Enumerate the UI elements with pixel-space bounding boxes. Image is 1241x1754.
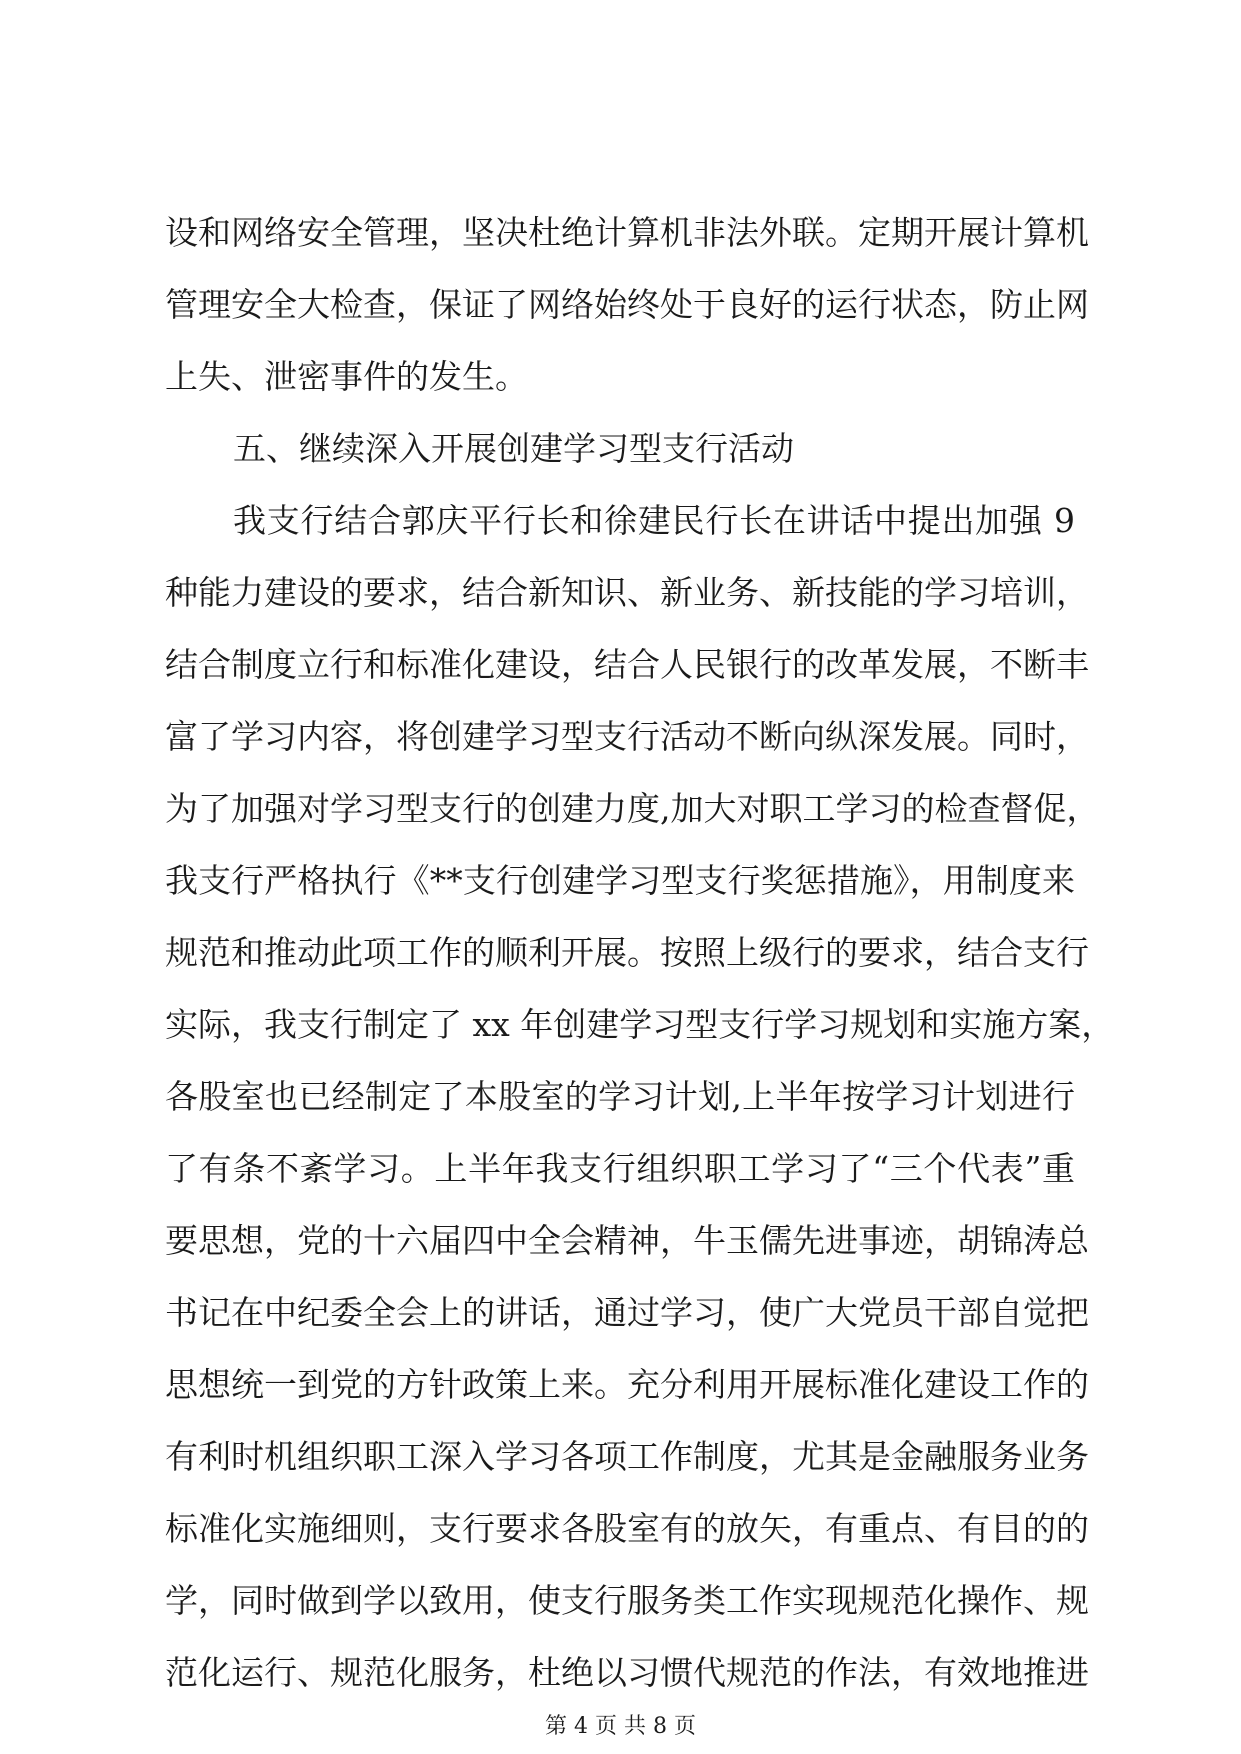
body-line-9: 为了加强对学习型支行的创建力度,加大对职工学习的检查督促， — [165, 789, 1100, 828]
body-line-21: 范化运行、规范化服务，杜绝以习惯代规范的作法，有效地推进 — [165, 1653, 1089, 1692]
section-heading: 五、继续深入开展创建学习型支行活动 — [233, 429, 794, 468]
body-line-16: 书记在中纪委全会上的讲话，通过学习，使广大党员干部自觉把 — [165, 1293, 1089, 1332]
body-line-1: 设和网络安全管理，坚决杜绝计算机非法外联。定期开展计算机 — [165, 213, 1089, 252]
body-line-2: 管理安全大检查，保证了网络始终处于良好的运行状态，防止网 — [165, 285, 1089, 324]
body-line-17: 思想统一到党的方针政策上来。充分利用开展标准化建设工作的 — [165, 1365, 1089, 1404]
body-line-5: 我支行结合郭庆平行长和徐建民行长在讲话中提出加强 9 — [233, 501, 1075, 540]
body-line-3: 上失、泄密事件的发生。 — [165, 357, 528, 396]
body-line-7: 结合制度立行和标准化建设，结合人民银行的改革发展，不断丰 — [165, 645, 1089, 684]
body-line-20: 学，同时做到学以致用，使支行服务类工作实现规范化操作、规 — [165, 1581, 1089, 1620]
body-line-8: 富了学习内容，将创建学习型支行活动不断向纵深发展。同时， — [165, 717, 1089, 756]
body-line-12: 实际，我支行制定了 xx 年创建学习型支行学习规划和实施方案， — [165, 1005, 1115, 1044]
body-line-10: 我支行严格执行《**支行创建学习型支行奖惩措施》，用制度来 — [165, 861, 1075, 900]
body-line-13: 各股室也已经制定了本股室的学习计划,上半年按学习计划进行 — [165, 1077, 1075, 1116]
body-line-15: 要思想，党的十六届四中全会精神，牛玉儒先进事迹，胡锦涛总 — [165, 1221, 1089, 1260]
body-line-6: 种能力建设的要求，结合新知识、新业务、新技能的学习培训， — [165, 573, 1089, 612]
page-number-footer: 第 4 页 共 8 页 — [545, 1714, 696, 1739]
body-line-14: 了有条不紊学习。上半年我支行组织职工学习了“三个代表”重 — [165, 1149, 1075, 1188]
body-line-19: 标准化实施细则，支行要求各股室有的放矢，有重点、有目的的 — [165, 1509, 1089, 1548]
body-line-18: 有利时机组织职工深入学习各项工作制度，尤其是金融服务业务 — [165, 1437, 1089, 1476]
body-line-11: 规范和推动此项工作的顺利开展。按照上级行的要求，结合支行 — [165, 933, 1089, 972]
